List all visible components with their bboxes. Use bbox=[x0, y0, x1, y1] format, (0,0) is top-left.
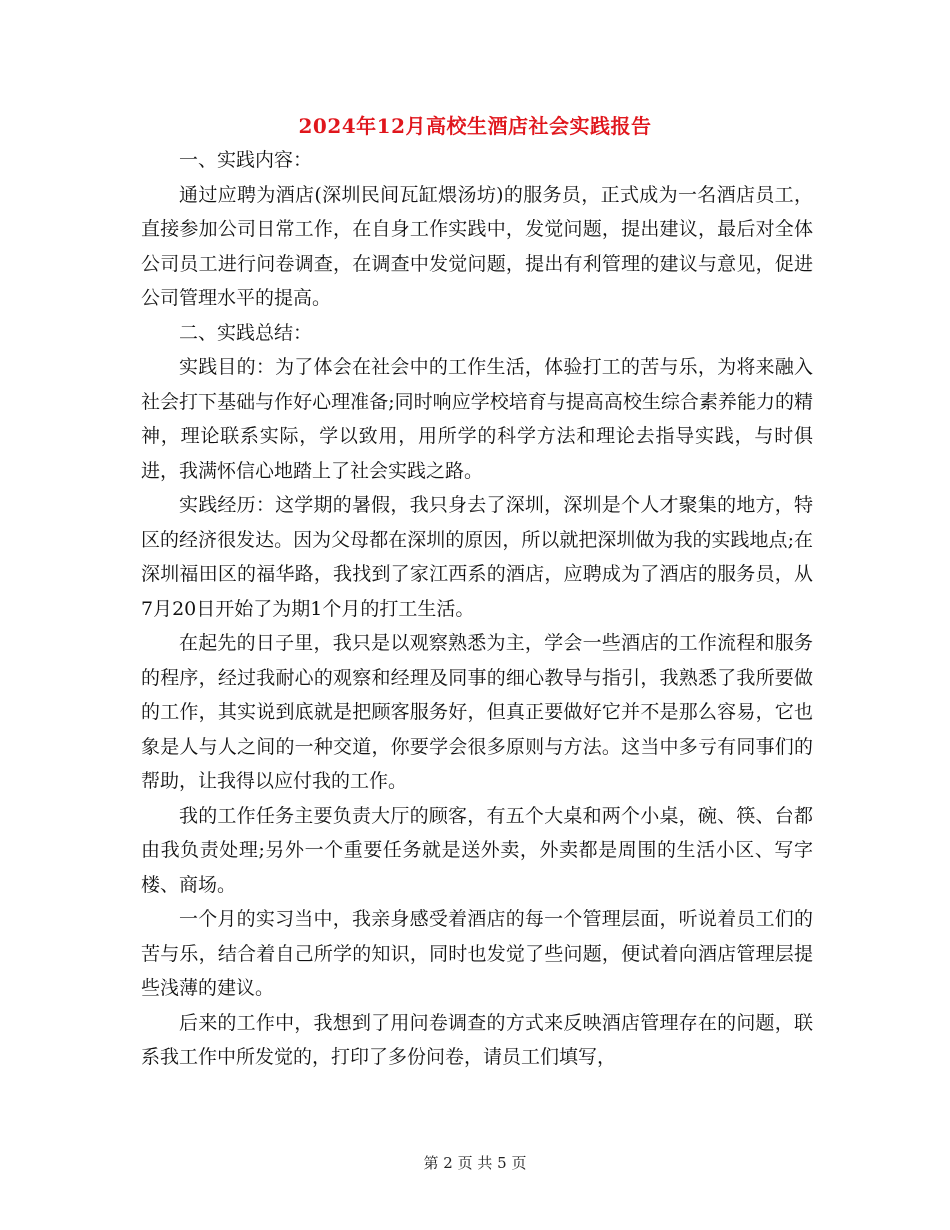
paragraph-purpose: 实践目的：为了体会在社会中的工作生活，体验打工的苦与乐，为将来融入社会打下基础与作好心理准备;同时响应学校培育与提高高校生综合素养能力的精神，理论联系实际，学以致用，用所学的科学方法和理论去指导实践，与时俱进，我满怀信心地踏上了社会实践之路。 bbox=[141, 356, 813, 482]
document-title: 2024年12月高校生酒店社会实践报告 bbox=[298, 114, 652, 138]
paragraph-content: 通过应聘为酒店(深圳民间瓦缸煨汤坊)的服务员，正式成为一名酒店员工，直接参加公司日常工作，在自身工作实践中，发觉问题，提出建议，最后对全体公司员工进行问卷调查，在调查中发觉问题，提出有利管理的建议与意见，促进公司管理水平的提高。 bbox=[141, 183, 813, 309]
section-heading-summary: 二、实践总结： bbox=[179, 321, 313, 344]
paragraph-early-days: 在起先的日子里，我只是以观察熟悉为主，学会一些酒店的工作流程和服务的程序，经过我耐心的观察和经理及同事的细心教导与指引，我熟悉了我所要做的工作，其实说到底就是把顾客服务好，但真正要做好它并不是那么容易，它也象是人与人之间的一种交道，你要学会很多原则与方法。这当中多亏有同事们的帮助，让我得以应付我的工作。 bbox=[141, 632, 813, 792]
paragraph-experience: 实践经历：这学期的暑假，我只身去了深圳，深圳是个人才聚集的地方，特区的经济很发达。因为父母都在深圳的原因，所以就把深圳做为我的实践地点;在深圳福田区的福华路，我找到了家江西系的酒店，应聘成为了酒店的服务员，从7月20日开始了为期1个月的打工生活。 bbox=[141, 494, 813, 620]
paragraph-tasks: 我的工作任务主要负责大厅的顾客，有五个大桌和两个小桌，碗、筷、台都由我负责处理;另外一个重要任务就是送外卖，外卖都是周围的生活小区、写字楼、商场。 bbox=[141, 804, 813, 896]
section-heading-content: 一、实践内容： bbox=[179, 149, 313, 171]
paragraph-survey: 后来的工作中，我想到了用问卷调查的方式来反映酒店管理存在的问题，联系我工作中所发觉的，打印了多份问卷，请员工们填写， bbox=[141, 1011, 813, 1068]
paragraph-internship: 一个月的实习当中，我亲身感受着酒店的每一个管理层面，听说着员工们的苦与乐，结合着自己所学的知识，同时也发觉了些问题，便试着向酒店管理层提些浅薄的建议。 bbox=[141, 908, 813, 999]
document-body bbox=[141, 143, 813, 1075]
page-number-footer: 第 2 页 共 5 页 bbox=[423, 1154, 527, 1172]
